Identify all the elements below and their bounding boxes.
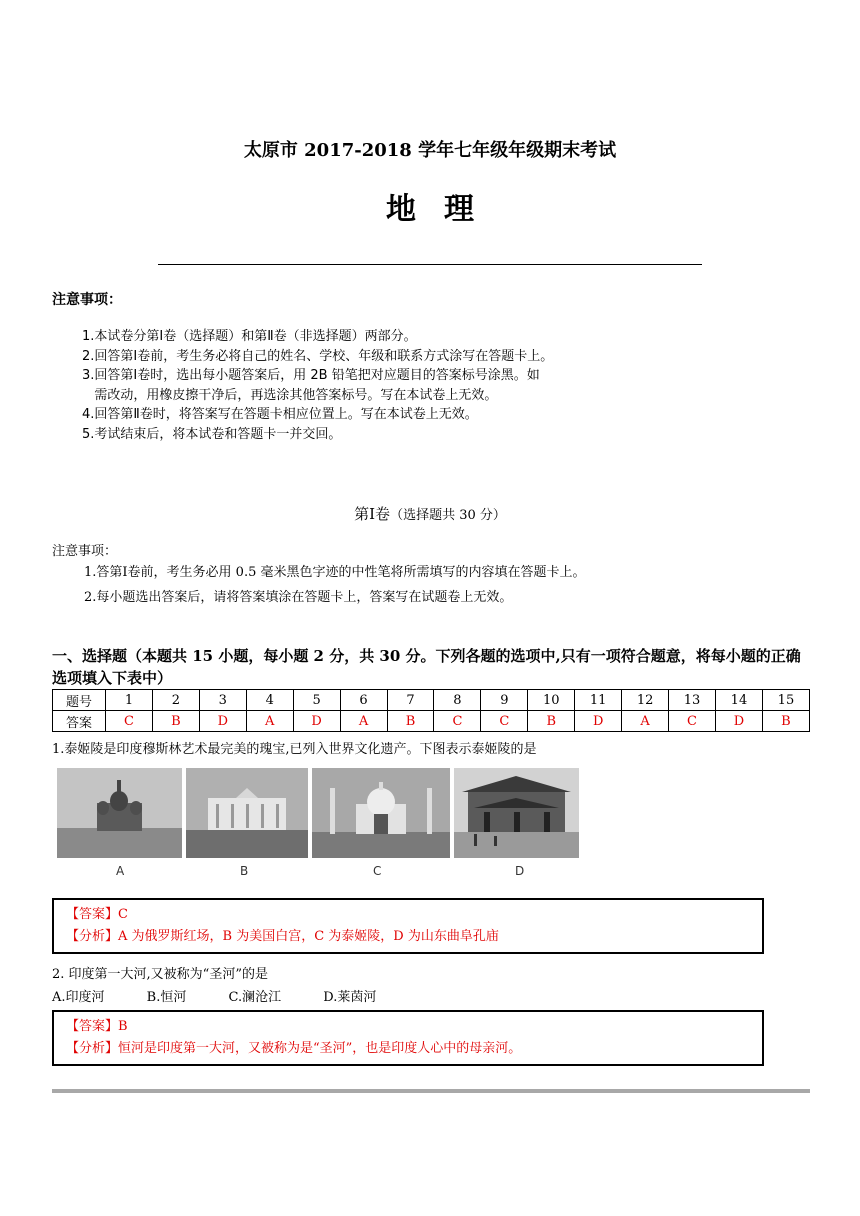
volume1-notice-list xyxy=(84,560,585,610)
question-number-cell: 4 xyxy=(246,690,293,711)
answer-cell: B xyxy=(762,711,809,732)
answer-cell: C xyxy=(434,711,481,732)
analysis-label: 【分析】 xyxy=(66,929,119,944)
notice-item: 3.回答第Ⅰ卷时，选出每小题答案后，用 2B 铅笔把对应题目的答案标号涂黑。如 需改动，用橡皮擦干净后，再选涂其他答案标号。写在本试卷上无效。 xyxy=(82,368,540,403)
question-number-cell: 8 xyxy=(434,690,481,711)
row-label: 答案 xyxy=(53,711,106,732)
answer-cell: C xyxy=(481,711,528,732)
answer-cell: A xyxy=(246,711,293,732)
photo-white-house xyxy=(186,768,308,858)
answer-cell: A xyxy=(340,711,387,732)
question-number-cell: 14 xyxy=(715,690,762,711)
photo-red-square xyxy=(57,768,182,858)
photo-label: C xyxy=(373,864,382,878)
exam-title: 太原市 2017-2018 学年七年级年级期末考试 xyxy=(243,140,617,161)
answer-cell: C xyxy=(669,711,716,732)
question-1: 1.泰姬陵是印度穆斯林艺术最完美的瑰宝,已列入世界文化遗产。下图表示泰姬陵的是 xyxy=(52,742,537,757)
notice-item: 2.回答第Ⅰ卷前，考生务必将自己的姓名、学校、年级和联系方式涂写在答题卡上。 xyxy=(82,348,554,364)
notice-item: 4.回答第Ⅱ卷时，将答案写在答题卡相应位置上。写在本试卷上无效。 xyxy=(82,407,478,422)
photo-label: D xyxy=(515,864,525,878)
answer-value: C xyxy=(118,907,128,922)
question-number-cell: 12 xyxy=(622,690,669,711)
q2-answer-box xyxy=(52,1010,764,1066)
question-number-cell: 10 xyxy=(528,690,575,711)
q2-answer-line xyxy=(66,1016,762,1038)
notice-list xyxy=(82,327,702,444)
question-number-row xyxy=(53,690,810,711)
q1-answer-line xyxy=(66,904,762,926)
question-2: 2. 印度第一大河,又被称为“圣河”的是 xyxy=(52,967,268,982)
question-number-cell: 2 xyxy=(152,690,199,711)
notice-item: 1.本试卷分第Ⅰ卷（选择题）和第Ⅱ卷（非选择题）两部分。 xyxy=(82,329,417,344)
answer-cell: B xyxy=(152,711,199,732)
answer-cell: B xyxy=(528,711,575,732)
question-number-cell: 3 xyxy=(199,690,246,711)
question-number-cell: 6 xyxy=(340,690,387,711)
answer-cell: D xyxy=(293,711,340,732)
question-number-cell: 9 xyxy=(481,690,528,711)
photo-taj-mahal xyxy=(312,768,450,858)
volume1-note: （选择题共 30 分） xyxy=(390,508,506,523)
answer-cell: B xyxy=(387,711,434,732)
answer-value: B xyxy=(118,1019,128,1034)
answer-cell: C xyxy=(106,711,153,732)
answer-cell: D xyxy=(199,711,246,732)
question-number-cell: 5 xyxy=(293,690,340,711)
analysis-text: A 为俄罗斯红场，B 为美国白宫，C 为泰姬陵，D 为山东曲阜孔庙 xyxy=(118,929,499,944)
photo-label: B xyxy=(240,864,249,878)
notice-heading: 注意事项： xyxy=(52,292,122,308)
answer-cell: A xyxy=(622,711,669,732)
option-c: C.澜沧江 xyxy=(228,990,282,1005)
question-2-options xyxy=(52,986,414,1005)
volume1-heading xyxy=(0,503,860,524)
answer-cell: D xyxy=(575,711,622,732)
page-bottom-divider xyxy=(52,1089,810,1093)
exam-subject: 地理 xyxy=(386,192,502,227)
volume1-notice-heading: 注意事项： xyxy=(52,544,118,559)
volume1-title: 第Ⅰ卷 xyxy=(354,505,391,523)
question-number-cell: 11 xyxy=(575,690,622,711)
q1-answer-box xyxy=(52,898,764,954)
option-b: B.恒河 xyxy=(146,990,187,1005)
option-d: D.莱茵河 xyxy=(323,990,377,1005)
answer-cell: D xyxy=(715,711,762,732)
question-number-cell: 15 xyxy=(762,690,809,711)
question-number-cell: 13 xyxy=(669,690,716,711)
answer-label: 【答案】 xyxy=(66,1019,119,1034)
q2-analysis-line xyxy=(66,1038,762,1060)
volume1-notice-item: 2.每小题选出答案后，请将答案填涂在答题卡上，答案写在试题卷上无效。 xyxy=(84,590,513,605)
answer-row xyxy=(53,711,810,732)
question-number-cell: 1 xyxy=(106,690,153,711)
question-number-cell: 7 xyxy=(387,690,434,711)
analysis-text: 恒河是印度第一大河，又被称为是“圣河”，也是印度人心中的母亲河。 xyxy=(118,1041,522,1056)
section1-heading: 一、选择题（本题共 15 小题，每小题 2 分，共 30 分。下列各题的选项中,只有一项符合题意，将每小题的正确选项填入下表中） xyxy=(52,647,801,687)
title-divider xyxy=(158,264,702,265)
answer-label: 【答案】 xyxy=(66,907,119,922)
q1-analysis-line xyxy=(66,926,762,948)
volume1-notice-item: 1.答第Ⅰ卷前，考生务必用 0.5 毫米黑色字迹的中性笔将所需填写的内容填在答题卡上。 xyxy=(84,565,586,580)
option-a: A.印度河 xyxy=(52,990,105,1005)
answer-table xyxy=(52,689,810,732)
analysis-label: 【分析】 xyxy=(66,1041,119,1056)
row-label: 题号 xyxy=(53,690,106,711)
photo-label: A xyxy=(116,864,125,878)
photo-confucius-temple xyxy=(454,768,579,858)
notice-item: 5.考试结束后，将本试卷和答题卡一并交回。 xyxy=(82,426,342,442)
